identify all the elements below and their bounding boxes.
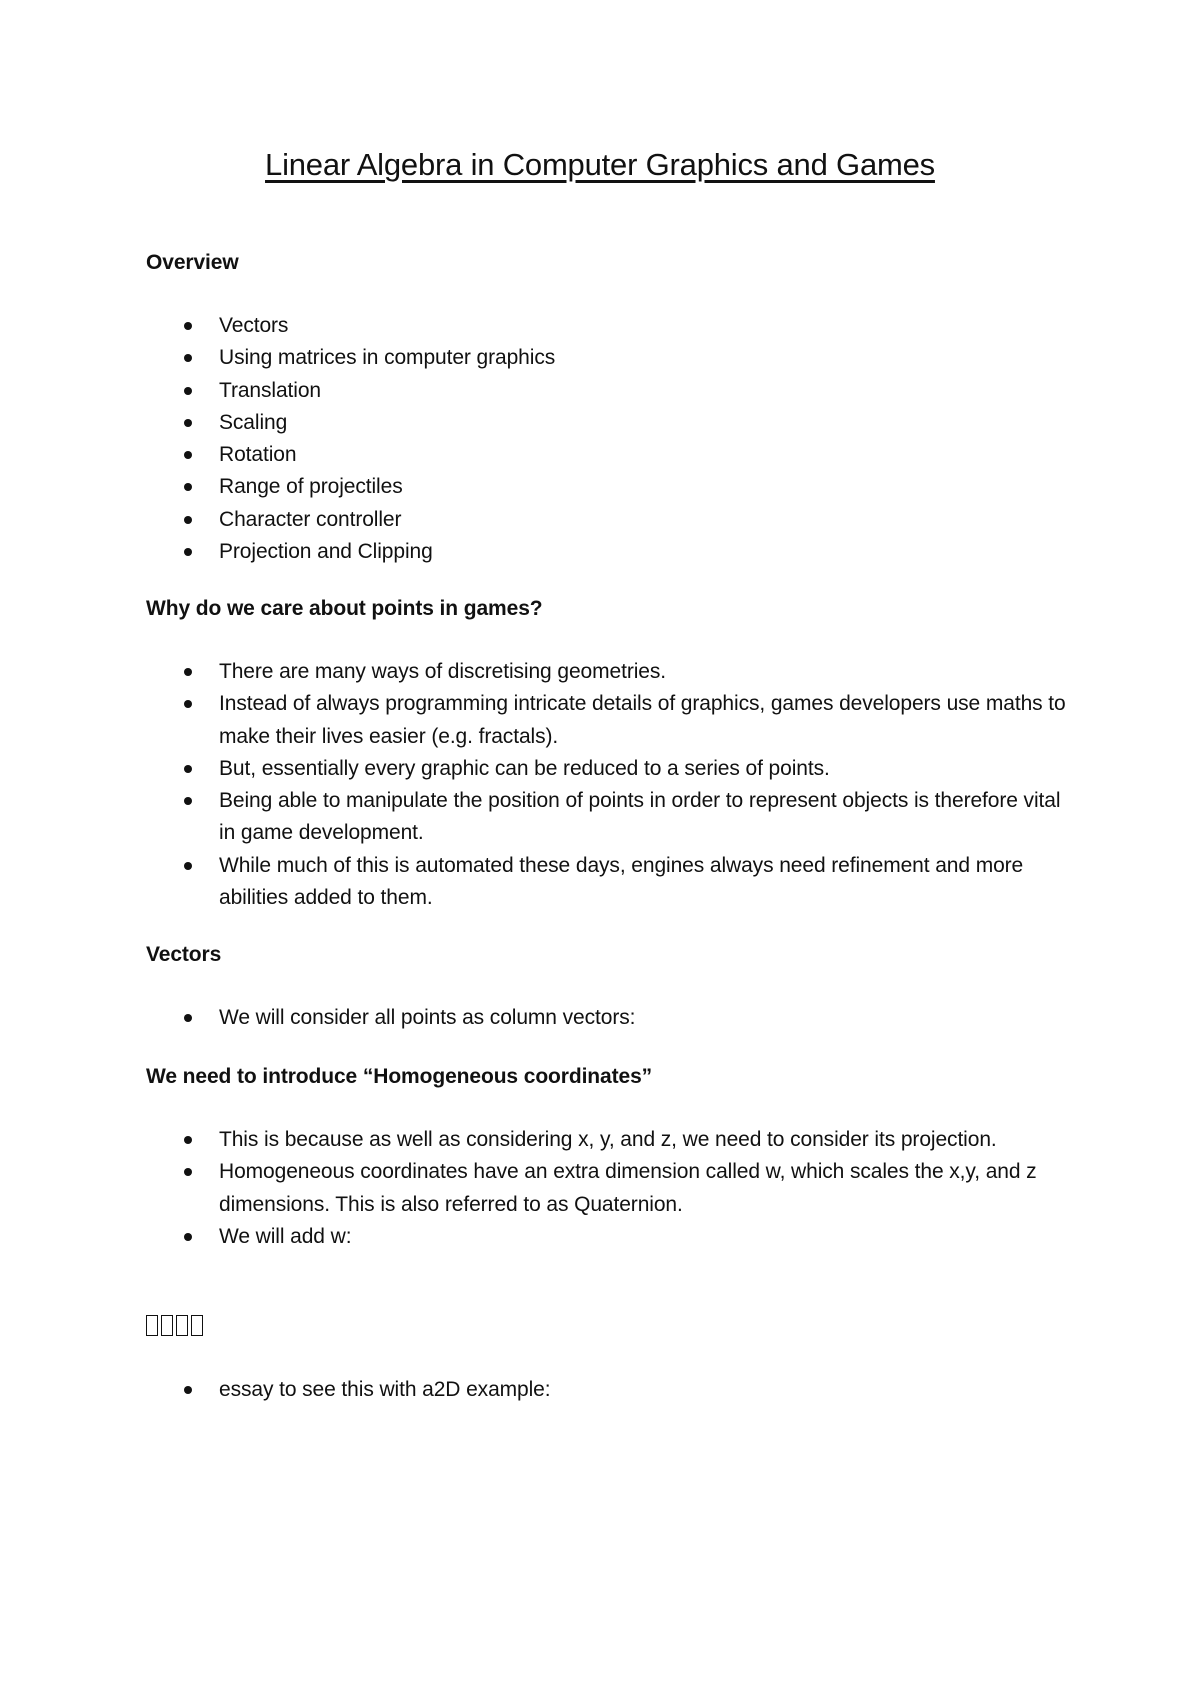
list-item: There are many ways of discretising geometries. [0, 656, 1200, 688]
list-why-points [0, 656, 1200, 914]
list-item: Range of projectiles [0, 471, 1200, 503]
bullet-icon [184, 668, 192, 676]
list-item: This is because as well as considering x, y, and z, we need to consider its projection. [0, 1124, 1200, 1156]
missing-glyph-placeholder [146, 1311, 203, 1339]
bullet-icon [184, 1233, 192, 1241]
bullet-icon [184, 483, 192, 491]
list-item: Homogeneous coordinates have an extra dimension called w, which scales the x,y, and z dimensions. This is also referred to as Quaternion. [0, 1156, 1200, 1221]
bullet-icon [184, 322, 192, 330]
list-item: We will add w: [0, 1221, 1200, 1253]
missing-glyph-icon [146, 1315, 158, 1336]
bullet-icon [184, 1136, 192, 1144]
missing-glyph-icon [176, 1315, 188, 1336]
heading-vectors: Vectors [146, 943, 222, 966]
bullet-icon [184, 1168, 192, 1176]
bullet-icon [184, 451, 192, 459]
missing-glyph-icon [191, 1315, 203, 1336]
list-item: But, essentially every graphic can be reduced to a series of points. [0, 753, 1200, 785]
heading-why-points: Why do we care about points in games? [146, 597, 543, 620]
bullet-icon [184, 862, 192, 870]
list-vectors [0, 1002, 1200, 1034]
list-item: essay to see this with a2D example: [0, 1374, 1200, 1406]
bullet-icon [184, 1014, 192, 1022]
document-title: Linear Algebra in Computer Graphics and Games [265, 147, 935, 182]
list-overview [0, 310, 1200, 568]
list-item: Vectors [0, 310, 1200, 342]
list-homogeneous [0, 1124, 1200, 1253]
list-item: Rotation [0, 439, 1200, 471]
missing-glyph-icon [161, 1315, 173, 1336]
list-item: While much of this is automated these days, engines always need refinement and more abilities added to them. [0, 850, 1200, 915]
list-item: Being able to manipulate the position of points in order to represent objects is therefore vital in game development. [0, 785, 1200, 850]
heading-overview: Overview [146, 251, 239, 274]
list-item: Using matrices in computer graphics [0, 342, 1200, 374]
list-example [0, 1374, 1200, 1406]
bullet-icon [184, 516, 192, 524]
list-item: Scaling [0, 407, 1200, 439]
heading-homogeneous: We need to introduce “Homogeneous coordinates” [146, 1065, 653, 1088]
bullet-icon [184, 700, 192, 708]
bullet-icon [184, 419, 192, 427]
bullet-icon [184, 354, 192, 362]
list-item: Character controller [0, 504, 1200, 536]
bullet-icon [184, 387, 192, 395]
list-item: We will consider all points as column vectors: [0, 1002, 1200, 1034]
bullet-icon [184, 765, 192, 773]
bullet-icon [184, 797, 192, 805]
list-item: Projection and Clipping [0, 536, 1200, 568]
list-item: Instead of always programming intricate details of graphics, games developers use maths to make their lives easier (e.g. fractals). [0, 688, 1200, 753]
bullet-icon [184, 548, 192, 556]
list-item: Translation [0, 375, 1200, 407]
bullet-icon [184, 1386, 192, 1394]
